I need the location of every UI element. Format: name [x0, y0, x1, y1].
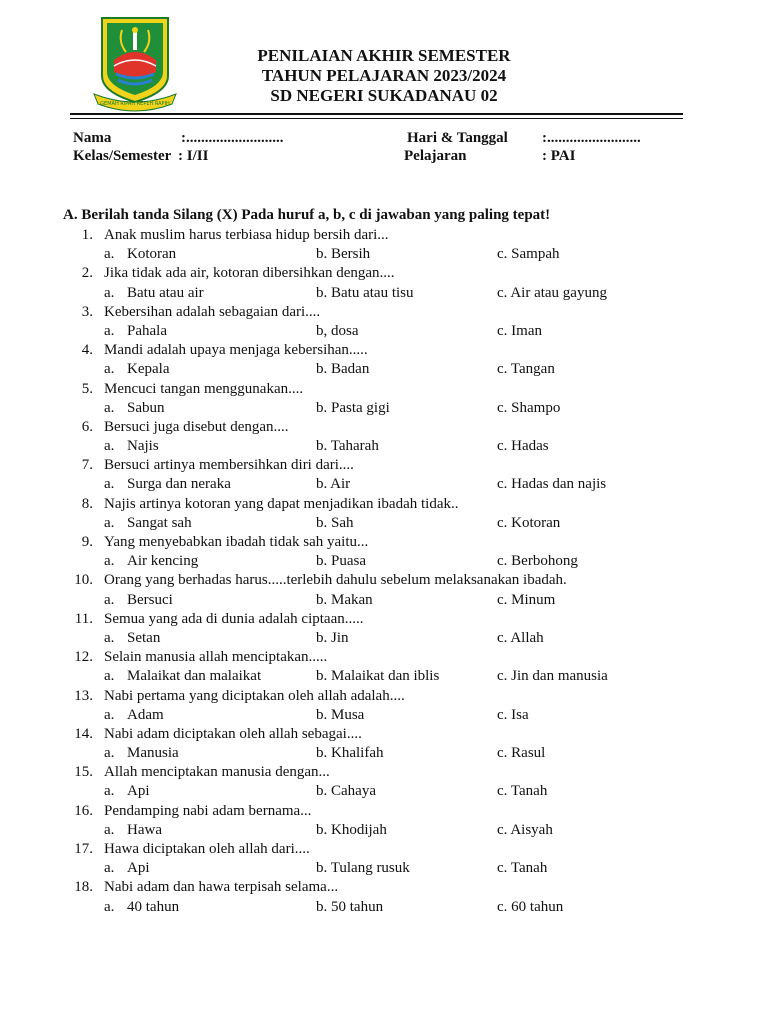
option-a[interactable]: Manusia: [127, 745, 179, 762]
option-b[interactable]: b. Sah: [316, 514, 354, 531]
option-b[interactable]: b. Musa: [316, 706, 365, 723]
question-row: [0, 533, 768, 552]
option-a[interactable]: Malaikat dan malaikat: [127, 668, 262, 685]
question-text: Nabi adam dan hawa terpisah selama...: [104, 879, 339, 896]
answer-options-row: [0, 706, 768, 725]
option-c[interactable]: c. Sampah: [497, 246, 560, 263]
option-a[interactable]: Bersuci: [127, 591, 173, 608]
hari-tanggal-label: Hari & Tanggal: [407, 130, 508, 146]
question-row: [0, 456, 768, 475]
option-b[interactable]: b. Makan: [316, 591, 373, 608]
answer-options-row: [0, 475, 768, 494]
question-number: 14.: [74, 725, 93, 742]
nama-field[interactable]: :..........................: [181, 130, 284, 146]
option-a-letter: a.: [104, 514, 115, 531]
option-a[interactable]: Adam: [127, 706, 164, 723]
answer-options-row: [0, 898, 768, 917]
question-number: 13.: [74, 687, 93, 704]
question-row: [0, 341, 768, 360]
option-a-letter: a.: [104, 745, 115, 762]
question-row: [0, 840, 768, 859]
logo-ribbon-text: GEMAH RIPAH REPEH RAPIH: [100, 101, 170, 107]
question-text: Anak muslim harus terbiasa hidup bersih dari...: [104, 227, 389, 243]
question-row: [0, 418, 768, 437]
question-text: Jika tidak ada air, kotoran dibersihkan dengan....: [104, 265, 395, 282]
question-row: [0, 380, 768, 399]
question-row: [0, 687, 768, 706]
question-row: [0, 648, 768, 667]
option-a-letter: a.: [104, 553, 115, 570]
option-b[interactable]: b. Jin: [316, 629, 349, 646]
question-number: 3.: [81, 303, 93, 320]
answer-options-row: [0, 552, 768, 571]
option-a[interactable]: Sabun: [127, 399, 165, 416]
option-a-letter: a.: [104, 706, 115, 723]
question-text: Nabi pertama yang diciptakan oleh allah adalah....: [104, 687, 405, 704]
question-number: 17.: [74, 841, 93, 857]
question-text: Orang yang berhadas harus.....terlebih dahulu sebelum melaksanakan ibadah.: [104, 572, 567, 589]
title-line-1: PENILAIAN AKHIR SEMESTER: [257, 46, 511, 65]
question-number: 4.: [81, 342, 93, 359]
answer-options-row: [0, 245, 768, 264]
question-number: 9.: [81, 534, 93, 550]
option-a-letter: a.: [104, 898, 115, 915]
option-c[interactable]: c. 60 tahun: [497, 898, 564, 915]
option-b[interactable]: b. Khalifah: [316, 745, 384, 762]
nama-label: Nama: [73, 130, 112, 146]
question-number: 16.: [74, 802, 93, 819]
question-row: [0, 495, 768, 514]
question-row: [0, 571, 768, 590]
option-a-letter: a.: [104, 284, 115, 301]
option-a[interactable]: Hawa: [127, 821, 162, 838]
question-text: Mencuci tangan menggunakan....: [104, 380, 304, 397]
option-a-letter: a.: [104, 438, 115, 455]
option-b[interactable]: b. Khodijah: [316, 821, 387, 838]
option-b[interactable]: b. Pasta gigi: [316, 399, 390, 416]
option-c[interactable]: c. Hadas: [497, 438, 549, 455]
option-c[interactable]: c. Minum: [497, 591, 556, 608]
question-number: 5.: [81, 380, 93, 397]
option-c[interactable]: c. Shampo: [497, 399, 561, 416]
option-c[interactable]: c. Aisyah: [497, 821, 553, 838]
question-text: Kebersihan adalah sebagaian dari....: [104, 303, 321, 320]
option-a[interactable]: Api: [127, 783, 150, 800]
title-line-2: TAHUN PELAJARAN 2023/2024: [261, 66, 507, 85]
question-text: Mandi adalah upaya menjaga kebersihan.....: [104, 342, 368, 359]
option-c[interactable]: c. Isa: [497, 706, 529, 723]
option-b[interactable]: b. Bersih: [316, 246, 371, 263]
question-row: [0, 303, 768, 322]
option-b[interactable]: b. Tulang rusuk: [316, 860, 410, 877]
question-number: 12.: [74, 649, 93, 666]
answer-options-row: [0, 514, 768, 533]
answer-options-row: [0, 667, 768, 686]
option-c[interactable]: c. Tanah: [497, 783, 548, 800]
instruction-heading: A. Berilah tanda Silang (X) Pada huruf a, b, c di jawaban yang paling tepat!: [63, 207, 551, 223]
option-b[interactable]: b. Cahaya: [316, 783, 376, 800]
answer-options-row: [0, 591, 768, 610]
option-a-letter: a.: [104, 476, 115, 493]
question-text: Hawa diciptakan oleh allah dari....: [104, 841, 310, 857]
option-a[interactable]: Batu atau air: [127, 284, 204, 301]
answer-options-row: [0, 744, 768, 763]
option-a-letter: a.: [104, 322, 115, 339]
answer-options-row: [0, 360, 768, 379]
document-header: [200, 46, 568, 106]
question-text: Semua yang ada di dunia adalah ciptaan.....: [104, 610, 364, 627]
question-number: 10.: [74, 572, 93, 589]
question-number: 7.: [81, 457, 93, 474]
option-a[interactable]: Kepala: [127, 361, 170, 378]
question-row: [0, 264, 768, 283]
question-number: 6.: [81, 418, 93, 435]
answer-options-row: [0, 629, 768, 648]
option-a-letter: a.: [104, 361, 115, 378]
option-a-letter: a.: [104, 783, 115, 800]
question-text: Selain manusia allah menciptakan.....: [104, 649, 328, 666]
option-a[interactable]: Sangat sah: [127, 514, 192, 531]
option-a[interactable]: Api: [127, 860, 150, 877]
question-row: [0, 802, 768, 821]
option-a-letter: a.: [104, 399, 115, 416]
option-c[interactable]: c. Tangan: [497, 361, 555, 378]
option-b[interactable]: b. Air: [316, 476, 351, 493]
answer-options-row: [0, 437, 768, 456]
option-a-letter: a.: [104, 860, 115, 877]
hari-tanggal-field[interactable]: :.........................: [542, 130, 641, 146]
question-row: [0, 226, 768, 245]
question-text: Najis artinya kotoran yang dapat menjadikan ibadah tidak..: [104, 495, 459, 512]
option-a[interactable]: Pahala: [127, 322, 167, 339]
question-text: Bersuci artinya membersihkan diri dari....: [104, 457, 354, 474]
answer-options-row: [0, 782, 768, 801]
question-text: Allah menciptakan manusia dengan...: [104, 764, 330, 781]
header-divider-thin: [70, 118, 683, 119]
answer-options-row: [0, 859, 768, 878]
answer-options-row: [0, 399, 768, 418]
question-row: [0, 763, 768, 782]
option-b[interactable]: b. Puasa: [316, 553, 366, 570]
option-b[interactable]: b. Taharah: [316, 438, 379, 455]
option-a-letter: a.: [104, 629, 115, 646]
option-c[interactable]: c. Kotoran: [497, 514, 561, 531]
question-number: 15.: [74, 764, 93, 781]
pelajaran-label: Pelajaran: [404, 148, 467, 164]
question-list: [0, 226, 768, 917]
option-a[interactable]: Setan: [127, 629, 161, 646]
option-b[interactable]: b. 50 tahun: [316, 898, 384, 915]
option-a[interactable]: 40 tahun: [127, 898, 180, 915]
answer-options-row: [0, 284, 768, 303]
question-number: 11.: [74, 610, 93, 627]
option-a-letter: a.: [104, 668, 115, 685]
option-b[interactable]: b. Badan: [316, 361, 370, 378]
header-divider-thick: [70, 113, 683, 115]
option-c[interactable]: c. Air atau gayung: [497, 284, 607, 301]
question-number: 8.: [81, 495, 93, 512]
option-b[interactable]: b. Malaikat dan iblis: [316, 668, 440, 685]
question-row: [0, 725, 768, 744]
option-a[interactable]: Air kencing: [127, 553, 199, 570]
kelas-semester-label: Kelas/Semester: [73, 148, 172, 164]
question-number: 1.: [81, 227, 93, 243]
school-crest-logo: [92, 14, 178, 112]
answer-options-row: [0, 821, 768, 840]
question-row: [0, 610, 768, 629]
option-a[interactable]: Kotoran: [127, 246, 177, 263]
question-text: Pendamping nabi adam bernama...: [104, 802, 312, 819]
question-row: [0, 878, 768, 897]
pelajaran-value: : PAI: [542, 148, 576, 164]
question-text: Bersuci juga disebut dengan....: [104, 418, 289, 435]
option-c[interactable]: c. Iman: [497, 322, 542, 339]
option-a-letter: a.: [104, 246, 115, 263]
option-c[interactable]: c. Rasul: [497, 745, 546, 762]
option-c[interactable]: c. Tanah: [497, 860, 548, 877]
option-a[interactable]: Najis: [127, 438, 159, 455]
question-text: Nabi adam diciptakan oleh allah sebagai....: [104, 725, 362, 742]
question-number: 18.: [74, 879, 93, 896]
option-b[interactable]: b. Batu atau tisu: [316, 284, 414, 301]
option-b[interactable]: b, dosa: [316, 322, 359, 339]
kelas-semester-value: : I/II: [178, 148, 209, 164]
option-c[interactable]: c. Allah: [497, 629, 544, 646]
option-a-letter: a.: [104, 591, 115, 608]
option-c[interactable]: c. Hadas dan najis: [497, 476, 607, 493]
option-a-letter: a.: [104, 821, 115, 838]
option-a[interactable]: Surga dan neraka: [127, 476, 231, 493]
answer-options-row: [0, 322, 768, 341]
question-text: Yang menyebabkan ibadah tidak sah yaitu...: [104, 534, 369, 550]
option-c[interactable]: c. Jin dan manusia: [497, 668, 608, 685]
title-line-3: SD NEGERI SUKADANAU 02: [270, 86, 498, 105]
option-c[interactable]: c. Berbohong: [497, 553, 578, 570]
question-number: 2.: [81, 265, 93, 282]
